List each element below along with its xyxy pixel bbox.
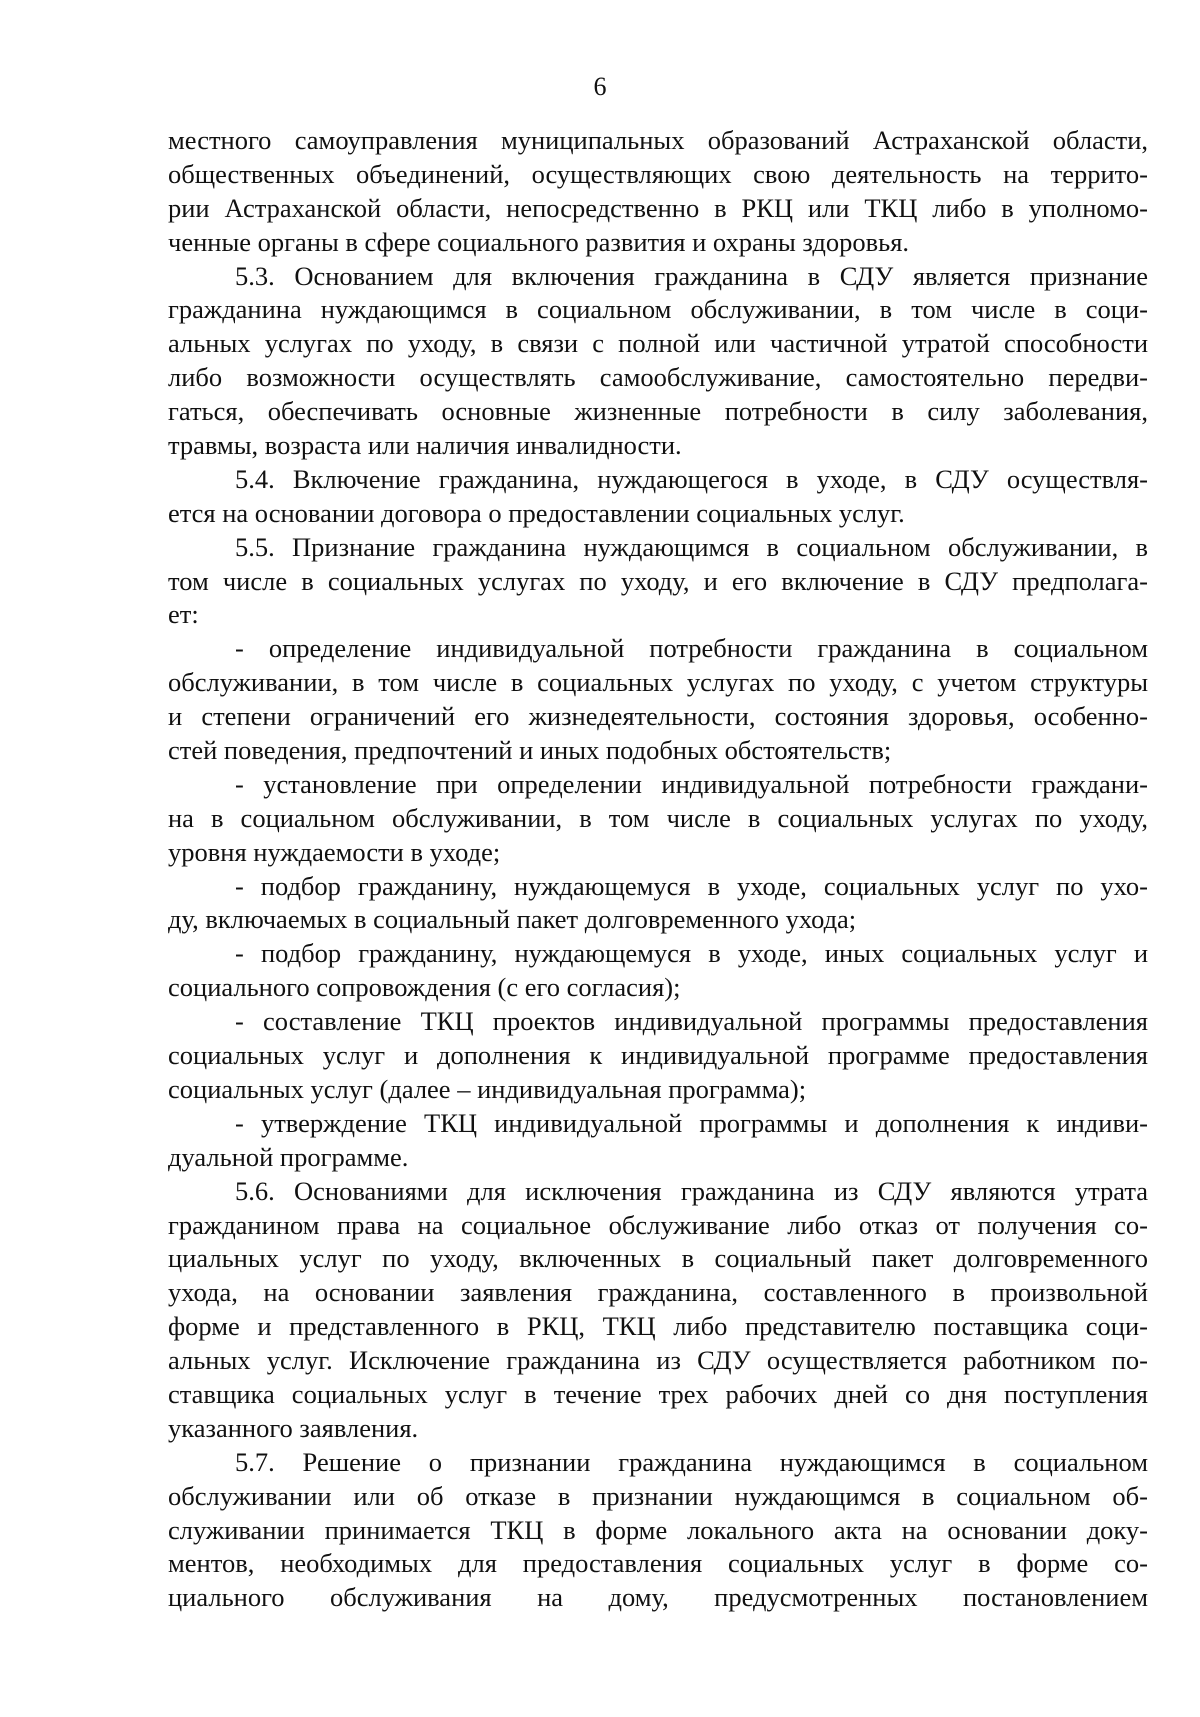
text-line: служивании принимается ТКЦ в форме локального акта на основании доку- <box>168 1514 1148 1545</box>
text-line: дуальной программе. <box>168 1141 409 1172</box>
text-line: социальных услуг (далее – индивидуальная программа); <box>168 1073 807 1104</box>
text-line: альных услуг. Исключение гражданина из СДУ осуществляется работником по- <box>168 1345 1148 1376</box>
text-line: уровня нуждаемости в уходе; <box>168 836 501 867</box>
text-line: том числе в социальных услугах по уходу, и его включение в СДУ предполага- <box>168 565 1148 596</box>
text-line: общественных объединений, осуществляющих свою деятельность на террито- <box>168 158 1148 189</box>
page-number: 6 <box>593 72 607 101</box>
text-line: 5.7. Решение о признании гражданина нуждающимся в социальном <box>235 1446 1148 1477</box>
text-line: ставщика социальных услуг в течение трех рабочих дней со дня поступления <box>168 1378 1148 1409</box>
text-line: обслуживании или об отказе в признании нуждающимся в социальном об- <box>168 1480 1148 1511</box>
text-line: - подбор гражданину, нуждающемуся в уходе, иных социальных услуг и <box>235 938 1148 969</box>
text-line: гражданина нуждающимся в социальном обслуживании, в том числе в соци- <box>168 294 1148 325</box>
text-line: указанного заявления. <box>168 1412 419 1443</box>
text-line: травмы, возраста или наличия инвалидности. <box>168 430 682 461</box>
text-line: социального сопровождения (с его согласия); <box>168 972 681 1003</box>
document-body <box>168 124 1148 1615</box>
text-line: ченные органы в сфере социального развития и охраны здоровья. <box>168 226 910 257</box>
text-line: - подбор гражданину, нуждающемуся в уходе, социальных услуг по ухо- <box>235 870 1148 901</box>
text-line: 5.5. Признание гражданина нуждающимся в социальном обслуживании, в <box>235 531 1148 562</box>
text-line: альных услугах по уходу, в связи с полной или частичной утратой способности <box>168 328 1148 359</box>
text-line: - установление при определении индивидуальной потребности граждани- <box>235 768 1148 799</box>
text-line: ментов, необходимых для предоставления социальных услуг в форме со- <box>168 1548 1148 1579</box>
text-line: стей поведения, предпочтений и иных подобных обстоятельств; <box>168 735 892 766</box>
text-line: либо возможности осуществлять самообслуживание, самостоятельно передви- <box>168 362 1148 393</box>
text-line: форме и представленного в РКЦ, ТКЦ либо представителю поставщика соци- <box>168 1311 1148 1342</box>
text-line: ется на основании договора о предоставлении социальных услуг. <box>168 497 905 528</box>
text-line: рии Астраханской области, непосредственно в РКЦ или ТКЦ либо в уполномо- <box>168 192 1148 223</box>
text-line: циального обслуживания на дому, предусмотренных постановлением <box>168 1582 1148 1613</box>
text-line: ухода, на основании заявления гражданина, составленного в произвольной <box>168 1277 1148 1308</box>
text-line: 5.3. Основанием для включения гражданина в СДУ является признание <box>235 260 1148 291</box>
text-line: местного самоуправления муниципальных образований Астраханской области, <box>168 125 1148 155</box>
text-line: обслуживании, в том числе в социальных услугах по уходу, с учетом структуры <box>168 667 1148 698</box>
text-line: - утверждение ТКЦ индивидуальной программы и дополнения к индиви- <box>235 1107 1148 1138</box>
text-line: гражданином права на социальное обслуживание либо отказ от получения со- <box>168 1209 1148 1240</box>
text-line: гаться, обеспечивать основные жизненные потребности в силу заболевания, <box>168 396 1148 427</box>
text-line: 5.4. Включение гражданина, нуждающегося в уходе, в СДУ осуществля- <box>235 463 1148 494</box>
text-line: ду, включаемых в социальный пакет долговременного ухода; <box>168 904 857 935</box>
text-line: циальных услуг по уходу, включенных в социальный пакет долговременного <box>168 1243 1148 1274</box>
text-line: ет: <box>168 599 199 630</box>
text-line: 5.6. Основаниями для исключения гражданина из СДУ являются утрата <box>235 1175 1148 1206</box>
text-line: - составление ТКЦ проектов индивидуальной программы предоставления <box>235 1006 1148 1037</box>
text-line: социальных услуг и дополнения к индивидуальной программе предоставления <box>168 1040 1148 1071</box>
text-line: - определение индивидуальной потребности гражданина в социальном <box>235 633 1148 664</box>
text-line: и степени ограничений его жизнедеятельности, состояния здоровья, особенно- <box>168 701 1148 732</box>
text-line: на в социальном обслуживании, в том числе в социальных услугах по уходу, <box>168 802 1148 833</box>
